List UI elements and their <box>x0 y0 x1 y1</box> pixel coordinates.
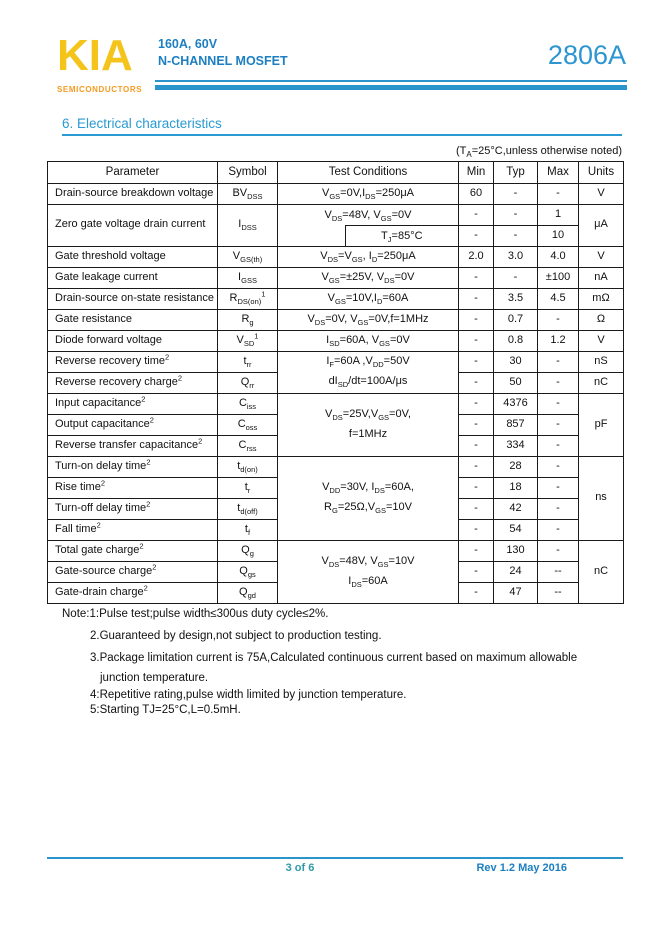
header-row <box>48 162 624 184</box>
table-cell: - <box>538 519 579 540</box>
table-cell: $I_{GSS}$ <box>218 267 278 288</box>
parameter-cell: Drain-source breakdown voltage <box>48 183 218 204</box>
table-cell: - <box>538 456 579 477</box>
table-cell: 10 <box>538 225 579 246</box>
table-cell: $t_{rr}$ <box>218 351 278 372</box>
parameter-cell: Reverse transfer capacitance$^2$ <box>48 435 218 456</box>
table-cell: 30 <box>494 351 538 372</box>
table-cell: 24 <box>494 561 538 582</box>
table-cell: - <box>459 330 494 351</box>
table-cell: - <box>459 372 494 393</box>
table-cell: $t_f$ <box>218 519 278 540</box>
parameter-cell: Output capacitance$^2$ <box>48 414 218 435</box>
kia-logo: KIA <box>57 31 133 80</box>
table-row <box>48 183 624 204</box>
table-cell: - <box>459 561 494 582</box>
table-cell: - <box>494 183 538 204</box>
table-cell: - <box>459 351 494 372</box>
table-cell: V <box>579 246 624 267</box>
table-cell: pF <box>579 393 624 456</box>
parameter-cell: Fall time$^2$ <box>48 519 218 540</box>
device-type-line: N-CHANNEL MOSFET <box>158 54 288 68</box>
table-cell: - <box>459 309 494 330</box>
section-title: 6. Electrical characteristics <box>62 116 622 136</box>
conditions-note: ($T_A=25^\circ C,unless$ otherwise noted) <box>456 145 622 160</box>
table-cell: $C_{oss}$ <box>218 414 278 435</box>
table-cell: - <box>538 477 579 498</box>
table-cell: - <box>538 540 579 561</box>
table-cell: 4.5 <box>538 288 579 309</box>
table-cell: 4376 <box>494 393 538 414</box>
table-cell: Ω <box>579 309 624 330</box>
page-number: 3 of 6 <box>285 862 315 874</box>
table-cell: -- <box>538 582 579 603</box>
table-cell: $BV_{DSS}$ <box>218 183 278 204</box>
table-cell: 42 <box>494 498 538 519</box>
table-cell: ns <box>579 456 624 540</box>
column-header: Parameter <box>48 162 218 184</box>
table-cell: $C_{iss}$ <box>218 393 278 414</box>
table-cell: 60 <box>459 183 494 204</box>
note-line: Note:1:Pulse test;pulse width≤300us duty cycle≤2%. <box>62 608 329 620</box>
table-cell: $V_{GS}=\pm 25V$, $V_{DS}=0V$ <box>278 267 459 288</box>
table-row <box>48 267 624 288</box>
table-cell: 28 <box>494 456 538 477</box>
table-cell: 50 <box>494 372 538 393</box>
table-cell: $V_{GS(th)}$ <box>218 246 278 267</box>
table-cell: 3.0 <box>494 246 538 267</box>
table-cell: $V_{DS}=48V$, $V_{GS}=10V$ $I_{DS}=60A$ <box>278 540 459 603</box>
table-cell: $Q_{gd}$ <box>218 582 278 603</box>
table-row <box>48 309 624 330</box>
table-cell: $V_{DS}=25V,V_{GS}=0V$, f=1MHz <box>278 393 459 456</box>
table-cell: - <box>538 393 579 414</box>
table-row <box>48 540 624 561</box>
table-cell: $t_{d(on)}$ <box>218 456 278 477</box>
column-header: Test Conditions <box>278 162 459 184</box>
note-line: 4:Repetitive rating,pulse width limited by junction temperature. <box>90 689 407 701</box>
electrical-characteristics-table <box>47 161 624 604</box>
table-cell: nS <box>579 351 624 372</box>
part-number: 2806A <box>547 40 626 70</box>
note-line: 2.Guaranteed by design,not subject to production testing. <box>90 630 382 642</box>
condition-cell: $V_{DS}=48V$, $V_{GS}=0V$ $T_J=85^\circ C$ <box>278 204 459 246</box>
table-cell: 857 <box>494 414 538 435</box>
table-cell: 4.0 <box>538 246 579 267</box>
table-cell: - <box>494 225 538 246</box>
footer-rule <box>47 857 623 859</box>
header-rule-thick <box>155 85 627 90</box>
table-cell: $V_{DS}=0V$, $V_{GS}=0V,f=1MHz$ <box>278 309 459 330</box>
table-cell: $I_{DSS}$ <box>218 204 278 246</box>
table-cell: 18 <box>494 477 538 498</box>
table-cell: - <box>538 414 579 435</box>
table-cell: $C_{rss}$ <box>218 435 278 456</box>
table-cell: - <box>538 372 579 393</box>
table-cell: - <box>459 540 494 561</box>
table-row <box>48 288 624 309</box>
device-summary <box>158 36 288 70</box>
column-header: Symbol <box>218 162 278 184</box>
parameter-cell: Gate resistance <box>48 309 218 330</box>
parameter-cell: Reverse recovery charge$^2$ <box>48 372 218 393</box>
table-cell: nC <box>579 372 624 393</box>
parameter-cell: Diode forward voltage <box>48 330 218 351</box>
table-cell: ±100 <box>538 267 579 288</box>
table-cell: 130 <box>494 540 538 561</box>
sub-condition-box: $T_J=85^\circ C$ <box>345 225 458 246</box>
table-cell: $V_{DD}=30V$, $I_{DS}=60A$, $R_G=25\Omega,V_{GS}=10V$ <box>278 456 459 540</box>
table-cell: - <box>459 393 494 414</box>
table-cell: - <box>538 351 579 372</box>
table-cell: $V_{DS}=V_{GS}$, $I_D=250\mu A$ <box>278 246 459 267</box>
table-cell: V <box>579 330 624 351</box>
note-line: 5:Starting TJ=25°C,L=0.5mH. <box>90 704 241 716</box>
parameter-cell: Reverse recovery time$^2$ <box>48 351 218 372</box>
table-cell: $R_{DS(on)}^1$ <box>218 288 278 309</box>
table-cell: - <box>538 435 579 456</box>
table-cell: - <box>459 519 494 540</box>
table-cell: $t_{d(off)}$ <box>218 498 278 519</box>
table-cell: $Q_{gs}$ <box>218 561 278 582</box>
table-cell: 1.2 <box>538 330 579 351</box>
table-cell: - <box>459 498 494 519</box>
table-cell: - <box>494 267 538 288</box>
parameter-cell: Rise time$^2$ <box>48 477 218 498</box>
table-cell: $R_g$ <box>218 309 278 330</box>
table-cell: - <box>459 456 494 477</box>
parameter-cell: Turn-off delay time$^2$ <box>48 498 218 519</box>
table-cell: 1 <box>538 204 579 225</box>
table-row <box>48 246 624 267</box>
note-line: 3.Package limitation current is 75A,Calculated continuous current based on maximum allowable <box>90 652 578 664</box>
table-row <box>48 351 624 372</box>
revision-label: Rev 1.2 May 2016 <box>476 862 567 874</box>
logo-subtitle: SEMICONDUCTORS <box>57 85 143 94</box>
parameter-cell: Gate-drain charge$^2$ <box>48 582 218 603</box>
table-row <box>48 393 624 414</box>
table-cell: $Q_{rr}$ <box>218 372 278 393</box>
column-header: Max <box>538 162 579 184</box>
table-cell: mΩ <box>579 288 624 309</box>
table-head <box>48 162 624 184</box>
table-cell: 2.0 <box>459 246 494 267</box>
table-cell: - <box>494 204 538 225</box>
table-cell: - <box>538 183 579 204</box>
parameter-cell: Turn-on delay time$^2$ <box>48 456 218 477</box>
table-row <box>48 456 624 477</box>
table-cell: 334 <box>494 435 538 456</box>
table-cell: 0.7 <box>494 309 538 330</box>
table-cell: - <box>538 498 579 519</box>
table-cell: nA <box>579 267 624 288</box>
table-cell: $V_{GS}=0V,I_{DS}=250\mu A$ <box>278 183 459 204</box>
parameter-cell: Drain-source on-state resistance <box>48 288 218 309</box>
table-cell: $V_{SD}^1$ <box>218 330 278 351</box>
table-cell: nC <box>579 540 624 603</box>
parameter-cell: Gate threshold voltage <box>48 246 218 267</box>
rating-line: 160A, 60V <box>158 37 218 51</box>
table-cell: 0.8 <box>494 330 538 351</box>
table-cell: - <box>459 435 494 456</box>
header-rule-thin <box>155 80 627 82</box>
parameter-cell: Gate-source charge$^2$ <box>48 561 218 582</box>
table-cell: $I_{SD}=60A$, $V_{GS}=0V$ <box>278 330 459 351</box>
table-row <box>48 330 624 351</box>
table-cell: 47 <box>494 582 538 603</box>
table-cell: $V_{GS}=10V,I_D=60A$ <box>278 288 459 309</box>
notes-section <box>62 607 577 725</box>
table-cell: - <box>459 204 494 225</box>
parameter-cell: Input capacitance$^2$ <box>48 393 218 414</box>
column-header: Units <box>579 162 624 184</box>
table-cell: μA <box>579 204 624 246</box>
table-cell: - <box>459 225 494 246</box>
parameter-cell: Total gate charge$^2$ <box>48 540 218 561</box>
table-cell: - <box>538 309 579 330</box>
note-line: junction temperature. <box>100 672 209 684</box>
table-cell: V <box>579 183 624 204</box>
table-cell: $I_F=60A$ $,V_{DD}=50V$ $dI_{SD}/dt=100A/\mu s$ <box>278 351 459 393</box>
table-row <box>48 204 624 225</box>
parameter-cell: Zero gate voltage drain current <box>48 204 218 246</box>
table-cell: - <box>459 288 494 309</box>
column-header: Typ <box>494 162 538 184</box>
table-cell: $t_r$ <box>218 477 278 498</box>
table-body <box>48 183 624 603</box>
table-cell: 3.5 <box>494 288 538 309</box>
table-cell: - <box>459 477 494 498</box>
table-cell: 54 <box>494 519 538 540</box>
table-cell: - <box>459 267 494 288</box>
table-cell: $Q_g$ <box>218 540 278 561</box>
table-cell: - <box>459 582 494 603</box>
column-header: Min <box>459 162 494 184</box>
table-cell: -- <box>538 561 579 582</box>
parameter-cell: Gate leakage current <box>48 267 218 288</box>
table-cell: - <box>459 414 494 435</box>
